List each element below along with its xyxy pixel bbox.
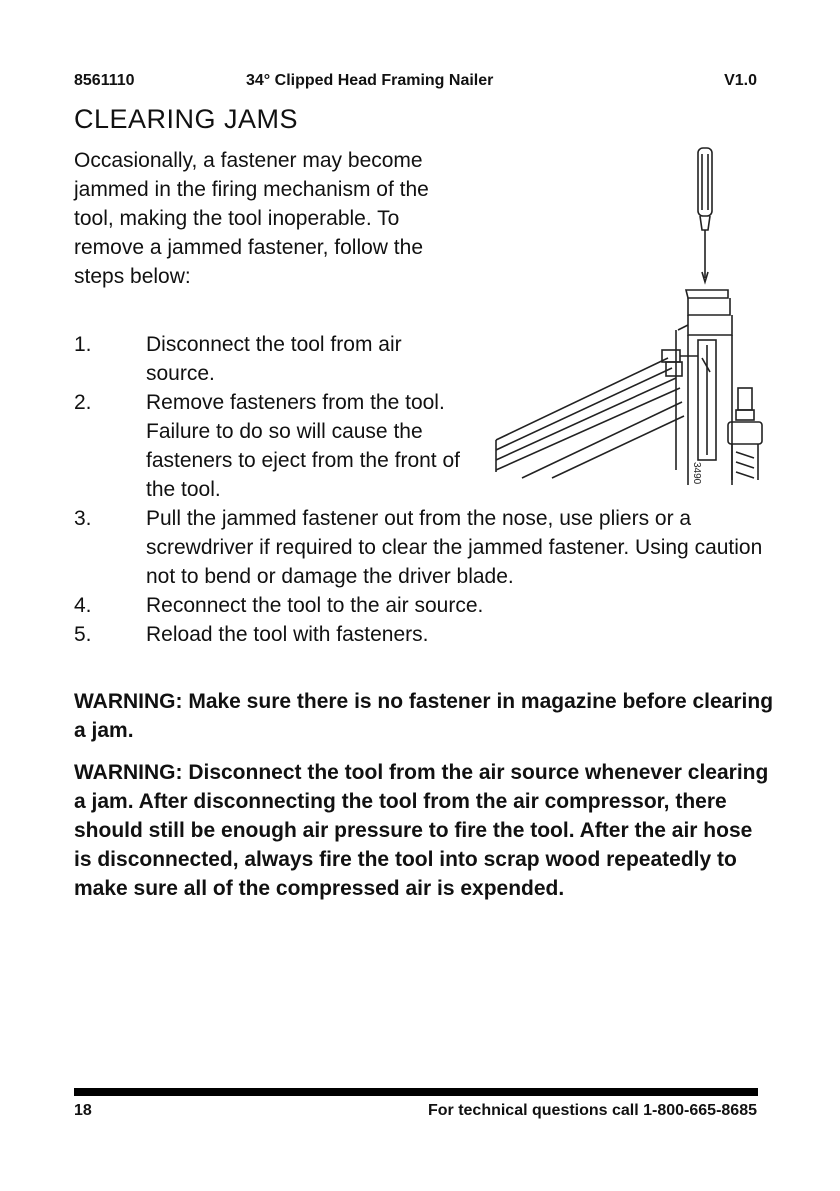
support-phone-text: For technical questions call 1-800-665-8685 xyxy=(427,1102,757,1119)
step-text: Remove fasteners from the tool. Failure to do so will cause the fasteners to eject from the front of the tool. xyxy=(146,391,460,501)
step-number: 5. xyxy=(74,623,92,646)
step-number: 2. xyxy=(74,391,92,414)
step-number: 3. xyxy=(74,507,92,530)
page-number: 18 xyxy=(74,1102,92,1119)
list-item xyxy=(74,504,764,591)
warning-magazine: WARNING: Make sure there is no fastener in magazine before clearing a jam. xyxy=(74,690,774,742)
screwdriver-icon xyxy=(698,148,712,282)
step-text: Disconnect the tool from air source. xyxy=(146,333,402,385)
warning-disconnect: WARNING: Disconnect the tool from the air source whenever clearing a jam. After disconnecting the tool from the air compressor, there should still be enough air pressure to fire the tool. After the air hose is disconnected, always fire the tool into scrap wood repeatedly to make sure all of the compressed air is expended. xyxy=(74,761,769,900)
product-name: 34° Clipped Head Framing Nailer xyxy=(246,72,494,89)
section-title: CLEARING JAMS xyxy=(74,104,299,134)
step-number: 4. xyxy=(74,594,92,617)
step-text: Pull the jammed fastener out from the nose, use pliers or a screwdriver if required to clear the jammed fastener. Using caution not to bend or damage the driver blade. xyxy=(146,507,763,588)
footer-divider xyxy=(74,1088,758,1096)
list-item xyxy=(74,330,476,388)
intro-paragraph: Occasionally, a fastener may become jammed in the firing mechanism of the tool, making the tool inoperable. To remove a jammed fastener, follow the steps below: xyxy=(74,149,429,288)
step-number: 1. xyxy=(74,333,92,356)
illustration-label: 3490 xyxy=(691,462,702,485)
steps-list xyxy=(74,330,764,649)
list-item xyxy=(74,620,764,649)
version-label: V1.0 xyxy=(724,72,757,89)
model-number: 8561110 xyxy=(74,72,135,89)
list-item xyxy=(74,388,476,504)
page-header xyxy=(74,72,757,92)
list-item xyxy=(74,591,764,620)
step-text: Reload the tool with fasteners. xyxy=(146,623,429,646)
step-text: Reconnect the tool to the air source. xyxy=(146,594,484,617)
